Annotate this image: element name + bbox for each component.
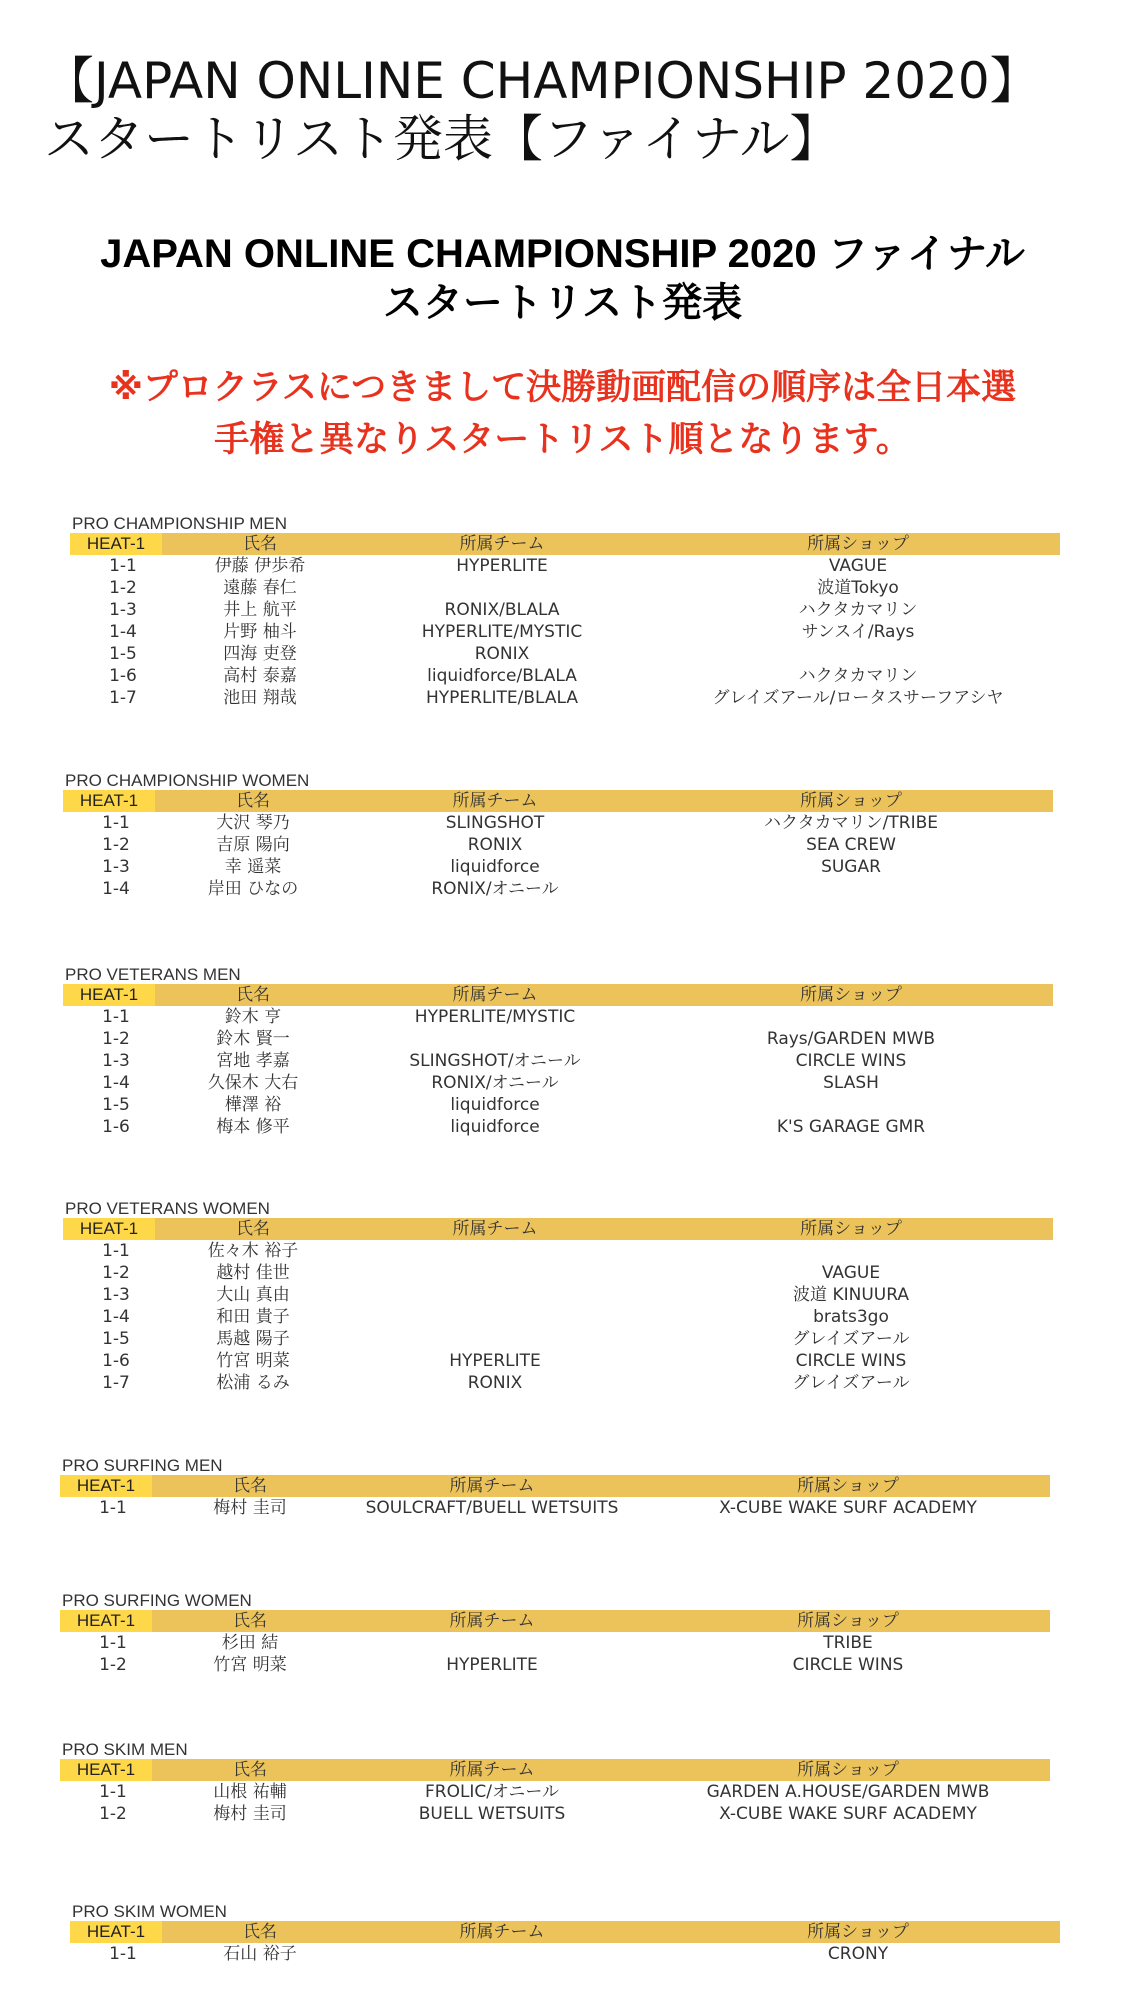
table-row — [60, 1803, 1050, 1825]
athlete-name: 梅本 修平 — [216, 1117, 290, 1137]
shop-name: CIRCLE WINS — [795, 1351, 907, 1371]
header-shop: 所属ショップ — [797, 1611, 899, 1631]
category-label: PRO SURFING MEN — [62, 1456, 223, 1475]
team-name: RONIX/オニール — [431, 1073, 559, 1093]
table-row — [63, 1328, 1053, 1350]
team-name: HYPERLITE/BLALA — [426, 688, 578, 708]
athlete-name: 吉原 陽向 — [216, 835, 290, 855]
category-label: PRO VETERANS WOMEN — [65, 1199, 270, 1218]
athlete-name: 高村 泰嘉 — [223, 666, 297, 686]
start-number: 1-2 — [102, 1263, 130, 1283]
team-name: SLINGSHOT — [445, 813, 545, 833]
team-name: HYPERLITE — [449, 1351, 541, 1371]
header-team: 所属チーム — [459, 534, 545, 554]
team-name: FROLIC/オニール — [424, 1782, 560, 1802]
table-row — [70, 599, 1060, 621]
start-number: 1-4 — [102, 1073, 130, 1093]
athlete-name: 井上 航平 — [223, 600, 297, 620]
team-name: liquidforce — [450, 1095, 540, 1115]
shop-name: グレイズアール/ロータスサーフアシヤ — [712, 688, 1004, 708]
team-name: RONIX — [467, 835, 523, 855]
shop-name: SUGAR — [821, 857, 881, 877]
start-number: 1-2 — [102, 1029, 130, 1049]
heat-label: HEAT-1 — [60, 1759, 152, 1781]
start-number: 1-3 — [102, 1285, 130, 1305]
athlete-name: 山根 祐輔 — [213, 1782, 287, 1802]
table-row — [63, 856, 1053, 878]
header-shop: 所属ショップ — [797, 1476, 899, 1496]
start-number: 1-4 — [102, 879, 130, 899]
table-row — [63, 1350, 1053, 1372]
start-number: 1-1 — [109, 556, 137, 576]
subtitle-line-2: スタートリスト発表 — [382, 281, 743, 325]
start-number: 1-3 — [109, 600, 137, 620]
shop-name: GARDEN A.HOUSE/GARDEN MWB — [706, 1782, 990, 1802]
header-team: 所属チーム — [449, 1476, 535, 1496]
heat-label: HEAT-1 — [70, 533, 162, 555]
table-header — [60, 1759, 1050, 1781]
category-section — [70, 1903, 1060, 1965]
subtitle-line-1: JAPAN ONLINE CHAMPIONSHIP 2020 ファイナル — [100, 232, 1025, 276]
shop-name: CIRCLE WINS — [792, 1655, 904, 1675]
table-row — [70, 555, 1060, 577]
table-row — [70, 665, 1060, 687]
table-row — [63, 878, 1053, 900]
team-name: HYPERLITE/MYSTIC — [414, 1007, 576, 1027]
athlete-name: 池田 翔哉 — [223, 688, 297, 708]
athlete-name: 梅村 圭司 — [213, 1498, 287, 1518]
shop-name: Rays/GARDEN MWB — [766, 1029, 936, 1049]
athlete-name: 遠藤 春仁 — [223, 578, 297, 598]
start-number: 1-5 — [102, 1095, 130, 1115]
team-name: RONIX/オニール — [431, 879, 559, 899]
shop-name: TRIBE — [823, 1633, 873, 1653]
category-section — [60, 1741, 1050, 1825]
header-name: 氏名 — [236, 791, 270, 811]
shop-name: CIRCLE WINS — [795, 1051, 907, 1071]
subtitle — [0, 230, 1125, 328]
category-label: PRO SKIM MEN — [62, 1740, 188, 1759]
shop-name: SLASH — [823, 1073, 879, 1093]
shop-name: X-CUBE WAKE SURF ACADEMY — [719, 1804, 977, 1824]
notice-line-1: ※プロクラスにつきまして決勝動画配信の順序は全日本選 — [108, 368, 1017, 408]
table-row — [70, 577, 1060, 599]
team-name: SOULCRAFT/BUELL WETSUITS — [365, 1498, 619, 1518]
start-number: 1-4 — [102, 1307, 130, 1327]
header-team: 所属チーム — [452, 1219, 538, 1239]
start-number: 1-3 — [102, 857, 130, 877]
category-section — [60, 1457, 1050, 1519]
shop-name: brats3go — [813, 1307, 889, 1327]
table-row — [63, 1094, 1053, 1116]
table-row — [63, 1116, 1053, 1138]
athlete-name: 幸 遥菜 — [224, 857, 282, 877]
start-number: 1-7 — [109, 688, 137, 708]
team-name: liquidforce — [450, 1117, 540, 1137]
shop-name: CRONY — [827, 1944, 889, 1964]
header-shop: 所属ショップ — [807, 534, 909, 554]
header-team: 所属チーム — [449, 1760, 535, 1780]
athlete-name: 杉田 結 — [221, 1633, 279, 1653]
team-name: SLINGSHOT/オニール — [409, 1051, 581, 1071]
shop-name: VAGUE — [821, 1263, 881, 1283]
athlete-name: 鈴木 亨 — [224, 1007, 282, 1027]
athlete-name: 四海 吏登 — [223, 644, 297, 664]
header-name: 氏名 — [236, 985, 270, 1005]
start-number: 1-6 — [102, 1117, 130, 1137]
category-label: PRO CHAMPIONSHIP WOMEN — [65, 771, 310, 790]
heat-label: HEAT-1 — [63, 984, 155, 1006]
start-number: 1-2 — [99, 1655, 127, 1675]
start-number: 1-1 — [102, 1241, 130, 1261]
table-row — [63, 1372, 1053, 1394]
header-name: 氏名 — [233, 1611, 267, 1631]
table-row — [63, 1072, 1053, 1094]
header-name: 氏名 — [243, 1922, 277, 1942]
table-header — [63, 984, 1053, 1006]
table-row — [60, 1654, 1050, 1676]
start-number: 1-3 — [102, 1051, 130, 1071]
athlete-name: 馬越 陽子 — [216, 1329, 290, 1349]
table-row — [60, 1781, 1050, 1803]
header-team: 所属チーム — [452, 791, 538, 811]
category-section — [70, 515, 1060, 709]
athlete-name: 竹宮 明菜 — [213, 1655, 287, 1675]
team-name: liquidforce/BLALA — [427, 666, 577, 686]
table-header — [60, 1475, 1050, 1497]
athlete-name: 大山 真由 — [216, 1285, 290, 1305]
table-header — [60, 1610, 1050, 1632]
athlete-name: 石山 裕子 — [223, 1944, 297, 1964]
shop-name: グレイズアール — [792, 1329, 910, 1349]
shop-name: VAGUE — [828, 556, 888, 576]
athlete-name: 竹宮 明菜 — [216, 1351, 290, 1371]
shop-name: K'S GARAGE GMR — [776, 1117, 926, 1137]
athlete-name: 佐々木 裕子 — [207, 1241, 299, 1261]
athlete-name: 岸田 ひなの — [207, 879, 299, 899]
heat-label: HEAT-1 — [70, 1921, 162, 1943]
category-section — [63, 966, 1053, 1138]
start-number: 1-6 — [109, 666, 137, 686]
shop-name: X-CUBE WAKE SURF ACADEMY — [719, 1498, 977, 1518]
notice-line-2: 手権と異なりスタートリスト順となります。 — [214, 420, 911, 460]
athlete-name: 梅村 圭司 — [213, 1804, 287, 1824]
table-row — [70, 621, 1060, 643]
table-row — [63, 1262, 1053, 1284]
start-number: 1-2 — [102, 835, 130, 855]
header-shop: 所属ショップ — [797, 1760, 899, 1780]
shop-name: 波道Tokyo — [817, 578, 899, 598]
athlete-name: 伊藤 伊歩希 — [214, 556, 306, 576]
table-row — [63, 834, 1053, 856]
header-shop: 所属ショップ — [800, 1219, 902, 1239]
team-name: HYPERLITE — [456, 556, 548, 576]
header-name: 氏名 — [236, 1219, 270, 1239]
table-row — [70, 1943, 1060, 1965]
team-name: HYPERLITE/MYSTIC — [421, 622, 583, 642]
table-row — [60, 1632, 1050, 1654]
athlete-name: 和田 貴子 — [216, 1307, 290, 1327]
athlete-name: 久保木 大右 — [207, 1073, 299, 1093]
table-row — [60, 1497, 1050, 1519]
heat-label: HEAT-1 — [63, 790, 155, 812]
team-name: liquidforce — [450, 857, 540, 877]
table-row — [70, 687, 1060, 709]
table-row — [70, 643, 1060, 665]
header-name: 氏名 — [233, 1476, 267, 1496]
team-name: RONIX — [467, 1373, 523, 1393]
category-label: PRO SURFING WOMEN — [62, 1591, 252, 1610]
header-team: 所属チーム — [452, 985, 538, 1005]
heat-label: HEAT-1 — [60, 1610, 152, 1632]
header-name: 氏名 — [233, 1760, 267, 1780]
athlete-name: 宮地 孝嘉 — [216, 1051, 290, 1071]
header-name: 氏名 — [243, 534, 277, 554]
table-row — [63, 1240, 1053, 1262]
start-number: 1-1 — [102, 1007, 130, 1027]
start-number: 1-1 — [102, 813, 130, 833]
start-number: 1-5 — [109, 644, 137, 664]
category-section — [63, 1200, 1053, 1394]
heat-label: HEAT-1 — [63, 1218, 155, 1240]
start-number: 1-1 — [99, 1498, 127, 1518]
athlete-name: 大沢 琴乃 — [216, 813, 290, 833]
start-number: 1-7 — [102, 1373, 130, 1393]
heat-label: HEAT-1 — [60, 1475, 152, 1497]
category-section — [60, 1592, 1050, 1676]
team-name: HYPERLITE — [446, 1655, 538, 1675]
category-section — [63, 772, 1053, 900]
category-label: PRO CHAMPIONSHIP MEN — [72, 514, 288, 533]
table-header — [70, 1921, 1060, 1943]
team-name: RONIX — [474, 644, 530, 664]
start-number: 1-1 — [99, 1633, 127, 1653]
shop-name: グレイズアール — [792, 1373, 910, 1393]
athlete-name: 松浦 るみ — [216, 1373, 290, 1393]
shop-name: ハクタカマリン — [798, 666, 918, 686]
header-team: 所属チーム — [449, 1611, 535, 1631]
start-number: 1-6 — [102, 1351, 130, 1371]
notice — [0, 362, 1125, 466]
start-number: 1-1 — [109, 1944, 137, 1964]
start-number: 1-5 — [102, 1329, 130, 1349]
header-shop: 所属ショップ — [807, 1922, 909, 1942]
page-title: 【JAPAN ONLINE CHAMPIONSHIP 2020】 スタートリスト発表【ファイナル】 — [44, 52, 1040, 168]
header-shop: 所属ショップ — [800, 985, 902, 1005]
start-number: 1-4 — [109, 622, 137, 642]
athlete-name: 片野 柚斗 — [223, 622, 297, 642]
start-number: 1-2 — [109, 578, 137, 598]
table-row — [63, 1050, 1053, 1072]
table-row — [63, 812, 1053, 834]
shop-name: ハクタカマリン/TRIBE — [763, 813, 939, 833]
athlete-name: 鈴木 賢一 — [216, 1029, 290, 1049]
start-number: 1-2 — [99, 1804, 127, 1824]
table-row — [63, 1284, 1053, 1306]
table-row — [63, 1006, 1053, 1028]
table-row — [63, 1028, 1053, 1050]
team-name: RONIX/BLALA — [444, 600, 560, 620]
header-shop: 所属ショップ — [800, 791, 902, 811]
table-header — [70, 533, 1060, 555]
table-header — [63, 790, 1053, 812]
start-number: 1-1 — [99, 1782, 127, 1802]
athlete-name: 越村 佳世 — [216, 1263, 290, 1283]
category-label: PRO SKIM WOMEN — [72, 1902, 227, 1921]
table-header — [63, 1218, 1053, 1240]
athlete-name: 樺澤 裕 — [224, 1095, 282, 1115]
shop-name: 波道 KINUURA — [793, 1285, 909, 1305]
shop-name: SEA CREW — [806, 835, 896, 855]
category-label: PRO VETERANS MEN — [65, 965, 241, 984]
shop-name: サンスイ/Rays — [801, 622, 915, 642]
team-name: BUELL WETSUITS — [418, 1804, 566, 1824]
header-team: 所属チーム — [459, 1922, 545, 1942]
table-row — [63, 1306, 1053, 1328]
shop-name: ハクタカマリン — [798, 600, 918, 620]
